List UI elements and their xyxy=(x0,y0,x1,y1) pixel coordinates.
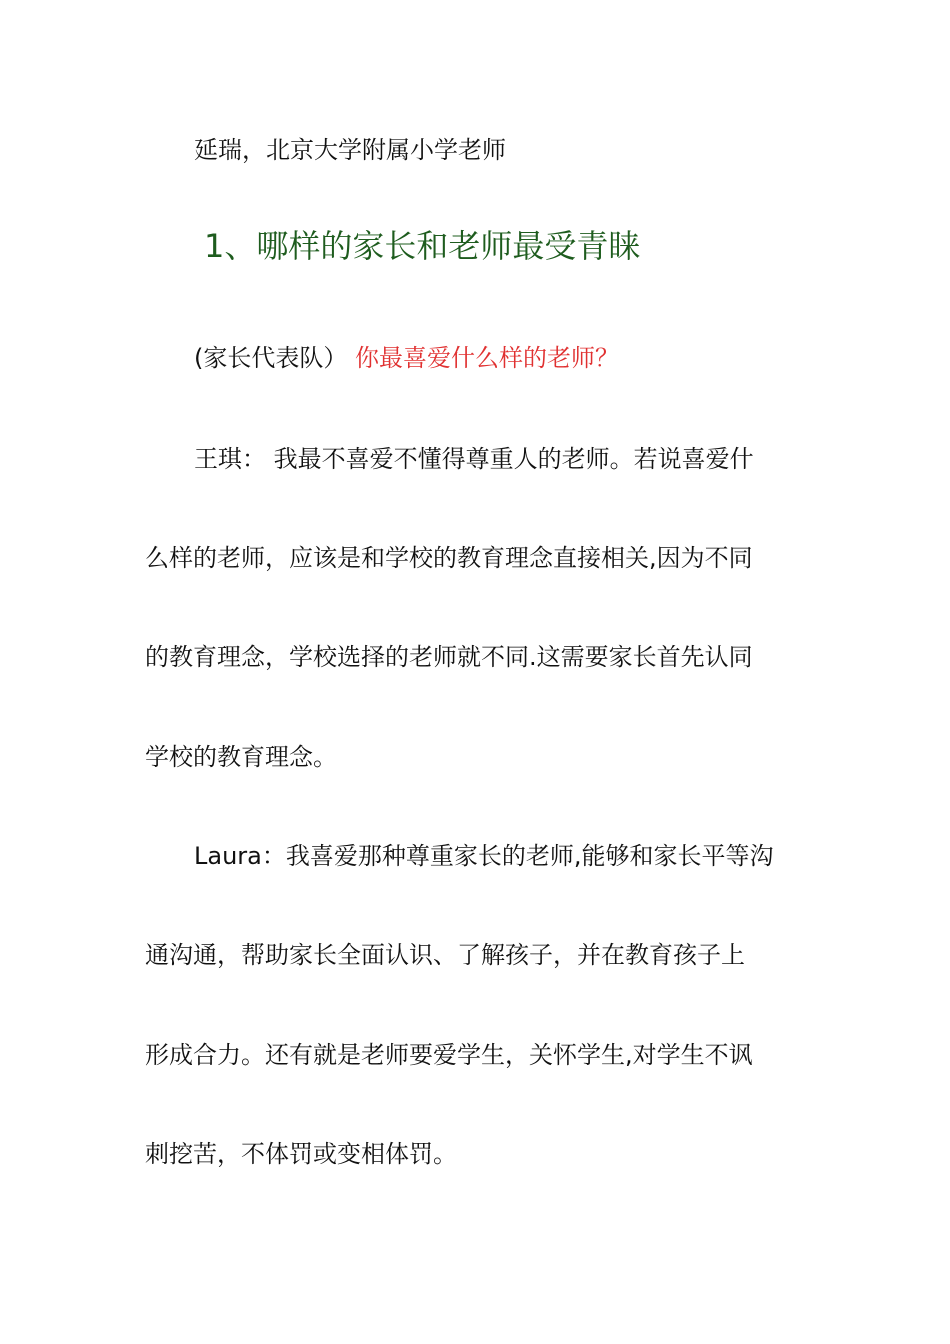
byline: 延瑞，北京大学附属小学老师 xyxy=(194,136,506,164)
paragraph2-line-1: Laura：我喜爱那种尊重家长的老师,能够和家长平等沟 xyxy=(194,842,774,870)
paragraph2-line-3: 形成合力。还有就是老师要爱学生，关怀学生,对学生不讽 xyxy=(145,1041,753,1069)
paragraph1-line-1: 王琪： 我最不喜爱不懂得尊重人的老师。若说喜爱什 xyxy=(194,445,754,473)
paragraph2-line-2: 通沟通，帮助家长全面认识、了解孩子，并在教育孩子上 xyxy=(145,941,745,969)
paragraph1-line-4: 学校的教育理念。 xyxy=(145,743,337,771)
question-text: 你最喜爱什么样的老师？ xyxy=(355,344,620,372)
paragraph1-line-2: 么样的老师，应该是和学校的教育理念直接相关,因为不同 xyxy=(145,544,753,572)
paragraph2-line-4: 刺挖苦，不体罚或变相体罚。 xyxy=(145,1140,457,1168)
question-line xyxy=(194,342,619,374)
paragraph1-line-3: 的教育理念，学校选择的老师就不同.这需要家长首先认同 xyxy=(145,643,753,671)
section-heading: 1、哪样的家长和老师最受青睐 xyxy=(204,227,641,265)
question-prefix: (家长代表队） xyxy=(194,344,348,372)
